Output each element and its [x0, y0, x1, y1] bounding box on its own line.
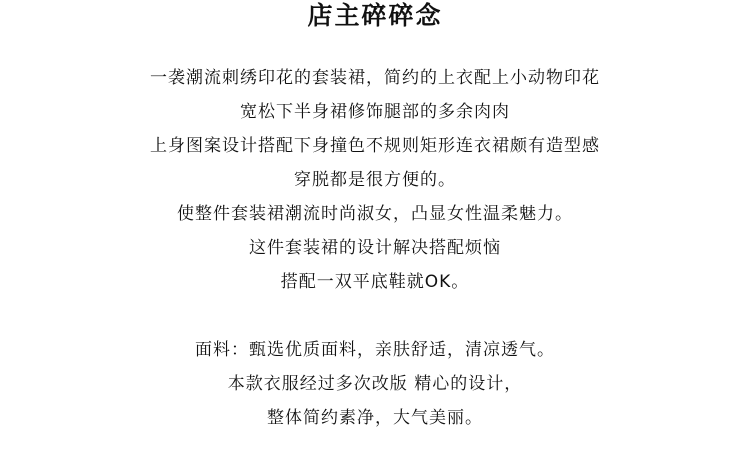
fabric-line: 面料：甄选优质面料，亲肤舒适，清凉透气。 — [195, 340, 555, 360]
description-line: 宽松下半身裙修饰腿部的多余肉肉 — [240, 102, 510, 122]
description-line: 搭配一双平底鞋就OK。 — [280, 272, 470, 292]
description-line: 一袭潮流刺绣印花的套装裙，简约的上衣配上小动物印花 — [150, 68, 600, 88]
page-title: 店主碎碎念 — [307, 1, 443, 30]
fabric-line: 本款衣服经过多次改版 精心的设计， — [227, 374, 523, 394]
description-line: 穿脱都是很方便的。 — [294, 170, 456, 190]
fabric-text — [0, 333, 750, 435]
description-line: 上身图案设计搭配下身撞色不规则矩形连衣裙颇有造型感 — [150, 136, 600, 156]
description-line: 这件套装裙的设计解决搭配烦恼 — [249, 238, 501, 258]
fabric-line: 整体简约素净，大气美丽。 — [267, 408, 483, 428]
description-line: 使整件套装裙潮流时尚淑女，凸显女性温柔魅力。 — [177, 204, 573, 224]
description-text — [0, 61, 750, 299]
